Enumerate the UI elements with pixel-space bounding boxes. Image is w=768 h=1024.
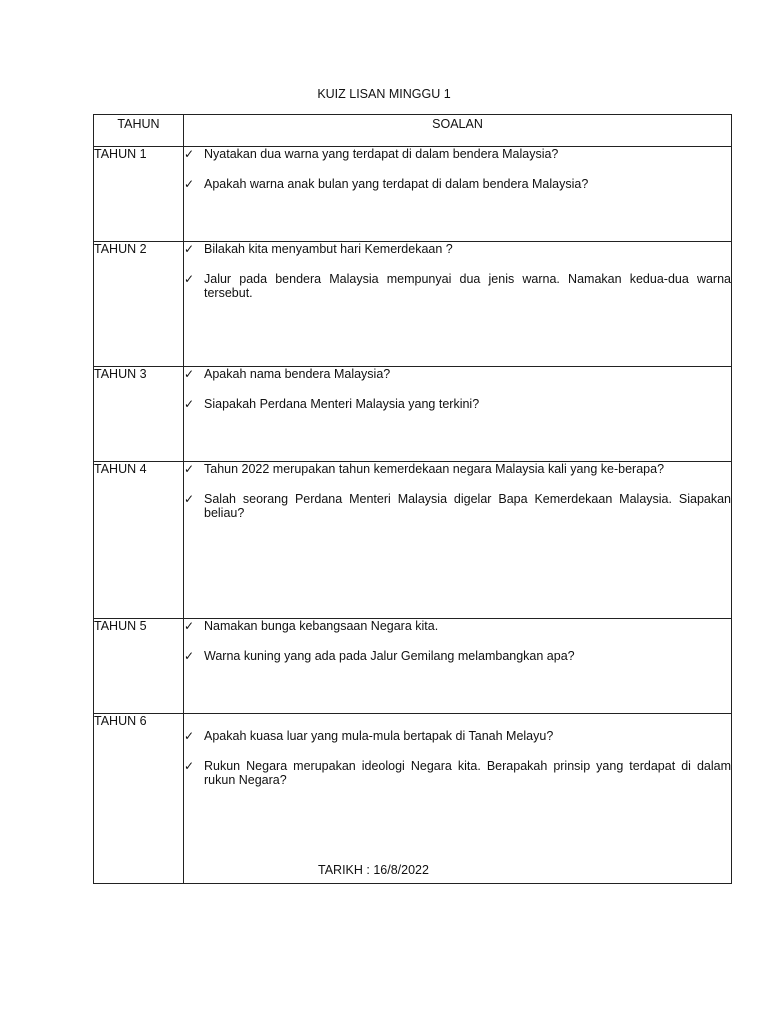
question-cell <box>184 619 732 714</box>
checkmark-icon: ✓ <box>184 729 195 743</box>
question-text: Siapakah Perdana Menteri Malaysia yang terkini? <box>204 397 480 411</box>
question-list <box>184 147 731 191</box>
question-item <box>184 649 731 663</box>
table-row <box>94 242 732 367</box>
page-title <box>0 87 768 101</box>
table-row <box>94 147 732 242</box>
question-text: Warna kuning yang ada pada Jalur Gemilang melambangkan apa? <box>204 649 575 663</box>
quiz-table <box>93 114 732 884</box>
question-item <box>184 759 731 787</box>
question-cell <box>184 147 732 242</box>
question-text: Apakah warna anak bulan yang terdapat di dalam bendera Malaysia? <box>204 177 589 191</box>
checkmark-icon: ✓ <box>184 759 195 773</box>
question-list <box>184 619 731 663</box>
table-row <box>94 462 732 619</box>
question-item <box>184 462 731 476</box>
question-item <box>184 367 731 381</box>
checkmark-icon: ✓ <box>184 619 195 633</box>
year-cell: TAHUN 2 <box>94 242 184 367</box>
checkmark-icon: ✓ <box>184 272 195 286</box>
question-list <box>184 367 731 411</box>
year-cell: TAHUN 3 <box>94 367 184 462</box>
question-text: Nyatakan dua warna yang terdapat di dalam bendera Malaysia? <box>204 147 559 161</box>
question-list <box>184 462 731 520</box>
question-text: Tahun 2022 merupakan tahun kemerdekaan negara Malaysia kali yang ke-berapa? <box>204 462 665 476</box>
checkmark-icon: ✓ <box>184 147 195 161</box>
checkmark-icon: ✓ <box>184 462 195 476</box>
checkmark-icon: ✓ <box>184 649 195 663</box>
date-footer: TARIKH : 16/8/2022 <box>318 863 429 877</box>
checkmark-icon: ✓ <box>184 242 195 256</box>
question-list <box>184 242 731 300</box>
checkmark-icon: ✓ <box>184 492 195 506</box>
question-cell <box>184 242 732 367</box>
question-item <box>184 729 731 743</box>
table-header-row <box>94 115 732 147</box>
header-year: TAHUN <box>94 115 184 147</box>
year-cell: TAHUN 6 <box>94 714 184 884</box>
table-row <box>94 714 732 884</box>
checkmark-icon: ✓ <box>184 177 195 191</box>
question-text: Jalur pada bendera Malaysia mempunyai dua jenis warna. Namakan kedua-dua warna tersebut. <box>204 272 731 300</box>
table-row <box>94 619 732 714</box>
question-item <box>184 397 731 411</box>
question-item <box>184 272 731 300</box>
question-text: Apakah nama bendera Malaysia? <box>204 367 391 381</box>
question-item <box>184 492 731 520</box>
question-text: Apakah kuasa luar yang mula-mula bertapak di Tanah Melayu? <box>204 729 554 743</box>
question-item <box>184 619 731 633</box>
question-list <box>184 729 731 787</box>
question-item <box>184 147 731 161</box>
question-cell <box>184 367 732 462</box>
question-item <box>184 242 731 256</box>
checkmark-icon: ✓ <box>184 397 195 411</box>
checkmark-icon: ✓ <box>184 367 195 381</box>
question-text: Namakan bunga kebangsaan Negara kita. <box>204 619 439 633</box>
question-cell <box>184 462 732 619</box>
header-question: SOALAN <box>184 115 732 147</box>
year-cell: TAHUN 1 <box>94 147 184 242</box>
question-cell <box>184 714 732 884</box>
table-row <box>94 367 732 462</box>
question-text: Salah seorang Perdana Menteri Malaysia digelar Bapa Kemerdekaan Malaysia. Siapakan beliau? <box>204 492 731 520</box>
question-text: Rukun Negara merupakan ideologi Negara kita. Berapakah prinsip yang terdapat di dalam rukun Negara? <box>204 759 731 787</box>
question-text: Bilakah kita menyambut hari Kemerdekaan ? <box>204 242 453 256</box>
question-item <box>184 177 731 191</box>
quiz-title: KUIZ LISAN MINGGU 1 <box>317 87 451 101</box>
year-cell: TAHUN 4 <box>94 462 184 619</box>
year-cell: TAHUN 5 <box>94 619 184 714</box>
